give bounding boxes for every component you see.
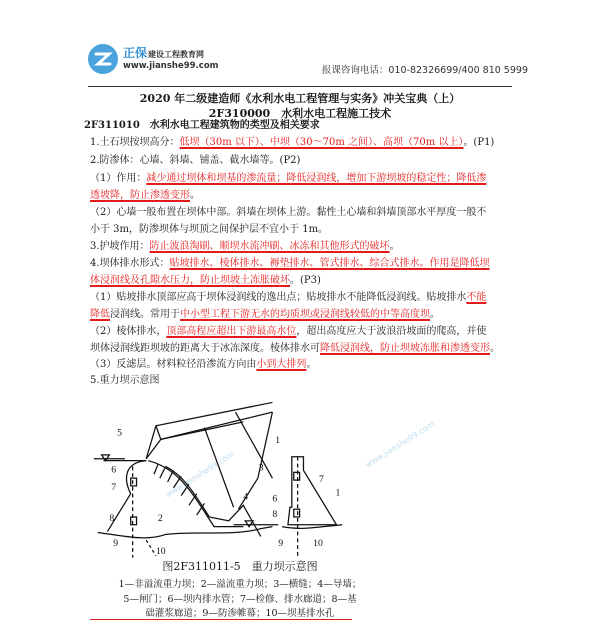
figure-title: 图2F311011-5 重力坝示意图	[162, 560, 318, 573]
item-text: 4.坝体排水形式：	[90, 258, 170, 269]
figure-legend-line-1: 1—非溢流重力坝；2—溢流重力坝；3—横缝；4—导墙；	[118, 579, 362, 590]
label-9b: 9	[278, 538, 284, 550]
item-text: 浸润线。常用于	[110, 309, 180, 320]
chapter-title: 2F310000 水利水电工程施工技术	[208, 107, 392, 120]
section-title: 2F311010 水利水电工程建筑物的类型及相关要求	[84, 120, 320, 131]
label-7: 7	[111, 481, 117, 493]
gravity-dam-diagram	[88, 388, 418, 578]
item-text: 1.土石坝按坝高分：	[90, 137, 180, 148]
item-text: 5.重力坝示意图	[90, 375, 160, 386]
item-text: （3）反滤层。材料粒径沿渗流方向由	[90, 359, 257, 370]
label-9: 9	[113, 538, 119, 550]
highlight-text: 低坝（30m 以下）、中坝（30～70m 之间）、高坝（70m 以上）	[179, 137, 464, 148]
highlight-text: 小到大排列	[256, 359, 307, 370]
label-8b: 8	[272, 508, 278, 520]
highlight-text: 体浸润线及孔隙水压力，防止坝坡土冻胀破坏	[90, 275, 290, 286]
label-3: 3	[258, 462, 264, 474]
watermark: www.jianshe99.com	[163, 449, 237, 500]
highlight-text: 降低浸润线，防止坝坡冻胀和渗透变形	[320, 343, 490, 354]
watermark: www.jianshe99.com	[363, 419, 437, 470]
item-text: （2）心墙一般布置在坝体中部。斜墙在坝体上游。黏性土心墙和斜墙顶部水平厚度一般不	[90, 207, 487, 218]
item-4-3	[90, 358, 316, 372]
item-4-1	[90, 291, 486, 305]
header-divider	[88, 86, 512, 87]
item-4-2	[90, 325, 486, 339]
item-2	[90, 154, 300, 168]
highlight-text: 中小型工程下游无水的均质坝或浸润线较低的中等高度坝	[180, 309, 430, 320]
figure-legend-line-2: 5—闸门；6—坝内排水管；7—检修、排水廊道；8—基	[123, 594, 357, 605]
logo-brand-sub: 建设工程教育网	[148, 50, 205, 59]
item-text: 。	[190, 190, 200, 201]
item-text: 3.护坡作用：	[90, 241, 150, 252]
item-text: （1）贴坡排水顶部应高于坝体浸润线的逸出点；贴坡排水不能降低浸润线。贴坡排水	[90, 292, 467, 303]
item-1	[90, 136, 494, 150]
label-10b: 10	[313, 538, 323, 550]
highlight-text: 贴坡排水、棱体排水、褥垫排水、管式排水、综合式排水。作用是降低坝	[169, 258, 490, 269]
item-4-cont	[90, 274, 321, 288]
item-text: ，超出高度应大于波浪沿坡面的爬高，并使	[296, 326, 487, 337]
item-text: 。	[389, 241, 400, 252]
label-6: 6	[111, 464, 117, 476]
highlight-text: 透坡降，防止渗透变形	[90, 190, 190, 201]
logo-url: www.jianshe99.com	[123, 61, 219, 71]
item-4	[90, 257, 490, 271]
logo	[88, 42, 228, 78]
label-1b: 1	[335, 487, 341, 499]
highlight-text: 降低	[90, 309, 110, 320]
label-8: 8	[109, 512, 115, 524]
item-text: 。	[490, 343, 500, 354]
item-text: 坝体浸润线距坝坡的距离大于冰冻深度。棱体排水可	[90, 343, 320, 354]
item-3	[90, 240, 400, 254]
label-10: 10	[155, 545, 166, 557]
highlight-text: 不能	[466, 292, 487, 303]
highlight-text: 减少通过坝体和坝基的渗流量；降低浸润线，增加下游坝坡的稳定性；降低渗	[146, 173, 487, 184]
item-text: （2）棱体排水，	[90, 326, 167, 337]
item-text: 。(P3)	[290, 275, 321, 286]
label-6b: 6	[272, 493, 278, 505]
figure-legend-line-3: 础灌浆廊道；9—防渗帷幕；10—坝基排水孔	[145, 608, 335, 619]
label-2: 2	[157, 512, 163, 524]
phone-contact	[322, 62, 528, 76]
label-5: 5	[117, 427, 122, 439]
item-text: 。(P1)	[463, 137, 495, 148]
logo-brand	[123, 44, 204, 61]
item-text: 。	[430, 309, 440, 320]
item-text: （1）作用：	[90, 173, 147, 184]
item-text: 小于 3m，防渗坝体与坝顶之间保护层不宜小于 1m。	[90, 224, 329, 235]
red-underline	[90, 619, 352, 620]
phone-numbers: 010-82326699/400 810 5999	[388, 65, 528, 76]
item-2-2-cont	[90, 223, 328, 237]
item-text: 2.防渗体：心墙、斜墙、铺盖、截水墙等。(P2)	[90, 155, 301, 166]
item-4-1-cont	[90, 308, 440, 322]
highlight-text: 顶部高程应超出下游最高水位	[166, 326, 297, 337]
phone-label: 报课咨询电话：	[321, 65, 389, 76]
item-4-2-cont	[90, 342, 500, 356]
item-2-1-cont	[90, 189, 200, 203]
item-2-1	[90, 172, 486, 186]
label-1: 1	[275, 435, 281, 447]
label-4: 4	[243, 491, 249, 503]
page-header	[88, 36, 528, 88]
logo-icon	[88, 44, 118, 74]
logo-brand-name: 正保	[123, 46, 148, 60]
document-title: 2020 年二级建造师《水利水电工程管理与实务》冲关宝典（上）	[139, 92, 461, 105]
item-2-2	[90, 206, 486, 220]
item-5	[90, 374, 160, 388]
item-text: 。	[306, 359, 317, 370]
highlight-text: 防止波浪淘刷、顺坝水流冲刷、冰冻和其他形式的破坏	[149, 241, 390, 252]
label-7b: 7	[319, 474, 324, 486]
